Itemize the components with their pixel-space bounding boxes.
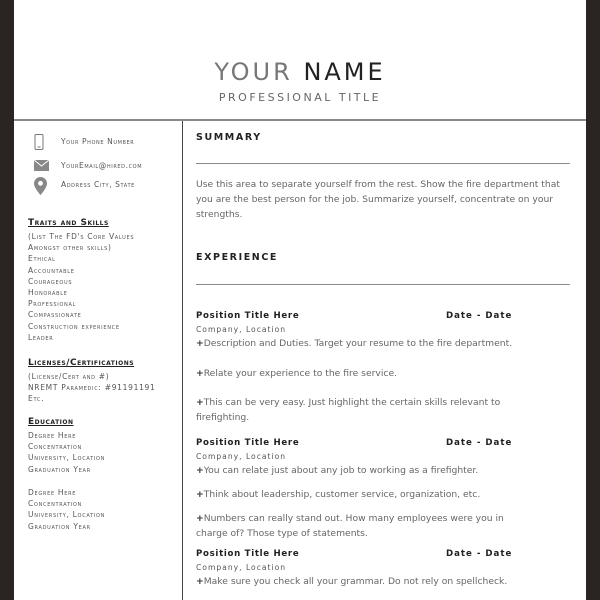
job-bullet: +Numbers can really stand out. How many employees were you in charge of? Those type of statements. xyxy=(196,513,504,539)
main-column xyxy=(196,121,586,600)
list-item: Concentration xyxy=(28,499,82,509)
list-item: Amongst other skills) xyxy=(28,243,112,253)
professional-title: PROFESSIONAL TITLE xyxy=(218,91,382,104)
candidate-name xyxy=(14,58,586,86)
list-item: (List The FD's Core Values xyxy=(28,232,135,241)
envelope-icon xyxy=(34,160,49,171)
list-item: Graduation Year xyxy=(28,464,91,474)
job-bullet: +Make sure you check all your grammar. Do not rely on spellcheck. xyxy=(196,576,508,587)
contact-address xyxy=(34,177,184,195)
list-item: Graduation Year xyxy=(28,521,91,531)
job-title: Position Title Here xyxy=(196,438,300,448)
list-item: University, Location xyxy=(28,510,106,520)
contact-phone xyxy=(34,134,184,152)
job-bullet: +Description and Duties. Target your resume to the fire department. xyxy=(196,338,513,349)
list-item: Etc. xyxy=(28,394,45,404)
job-company: Company, Location xyxy=(196,325,287,334)
last-name: NAME xyxy=(303,58,386,86)
job-title: Position Title Here xyxy=(196,549,300,559)
summary-text: Use this area to separate yourself from the rest. Show the fire department that you are the best person for the job. Summarize yourself, concentrate on your strengths. xyxy=(196,179,560,220)
divider xyxy=(196,284,570,285)
email-address: YourEmail@hired.com xyxy=(61,161,143,170)
job-bullet: +Think about leadership, customer service, organization, etc. xyxy=(196,489,481,500)
job-company: Company, Location xyxy=(196,563,287,572)
list-item: Compassionate xyxy=(28,310,82,320)
list-item: Accountable xyxy=(28,265,75,275)
licenses-list xyxy=(28,371,183,405)
job-date: Date - Date xyxy=(446,438,513,448)
list-item: Concentration xyxy=(28,442,82,452)
summary-heading: SUMMARY xyxy=(196,132,262,143)
education-entry xyxy=(28,487,183,532)
list-item: Degree Here xyxy=(28,488,77,497)
divider xyxy=(196,163,570,164)
contact-email xyxy=(34,158,184,176)
list-item: Degree Here xyxy=(28,431,77,440)
resume-page xyxy=(14,0,586,600)
address: Address City, State xyxy=(61,180,135,189)
job-date: Date - Date xyxy=(446,549,513,559)
list-item: (License/Cert and #) xyxy=(28,372,110,381)
map-pin-icon xyxy=(34,177,47,195)
list-item: Construction experience xyxy=(28,321,120,331)
phone-icon xyxy=(34,134,44,150)
experience-heading: EXPERIENCE xyxy=(196,252,279,263)
education-heading: Education xyxy=(28,417,74,427)
list-item: Courageous xyxy=(28,276,73,286)
list-item: NREMT Paramedic: #91191191 xyxy=(28,383,156,393)
sidebar xyxy=(14,121,183,600)
job-date: Date - Date xyxy=(446,311,513,321)
list-item: Honorable xyxy=(28,288,68,298)
traits-list xyxy=(28,231,183,343)
list-item: University, Location xyxy=(28,453,106,463)
resume-header xyxy=(14,0,586,121)
job-bullet: +This can be very easy. Just highlight the certain skills relevant to firefighting. xyxy=(196,397,501,423)
phone-number: Your Phone Number xyxy=(61,137,135,146)
licenses-heading: Licenses/Certifications xyxy=(28,358,135,368)
traits-heading: Traits and Skills xyxy=(28,218,109,228)
job-title: Position Title Here xyxy=(196,311,300,321)
job-bullet: +You can relate just about any job to working as a firefighter. xyxy=(196,465,479,476)
list-item: Leader xyxy=(28,332,54,342)
job-bullet: +Relate your experience to the fire service. xyxy=(196,368,398,379)
list-item: Ethical xyxy=(28,254,56,264)
first-name: YOUR xyxy=(214,58,293,86)
job-company: Company, Location xyxy=(196,452,287,461)
education-entry xyxy=(28,430,183,475)
list-item: Professional xyxy=(28,299,77,309)
